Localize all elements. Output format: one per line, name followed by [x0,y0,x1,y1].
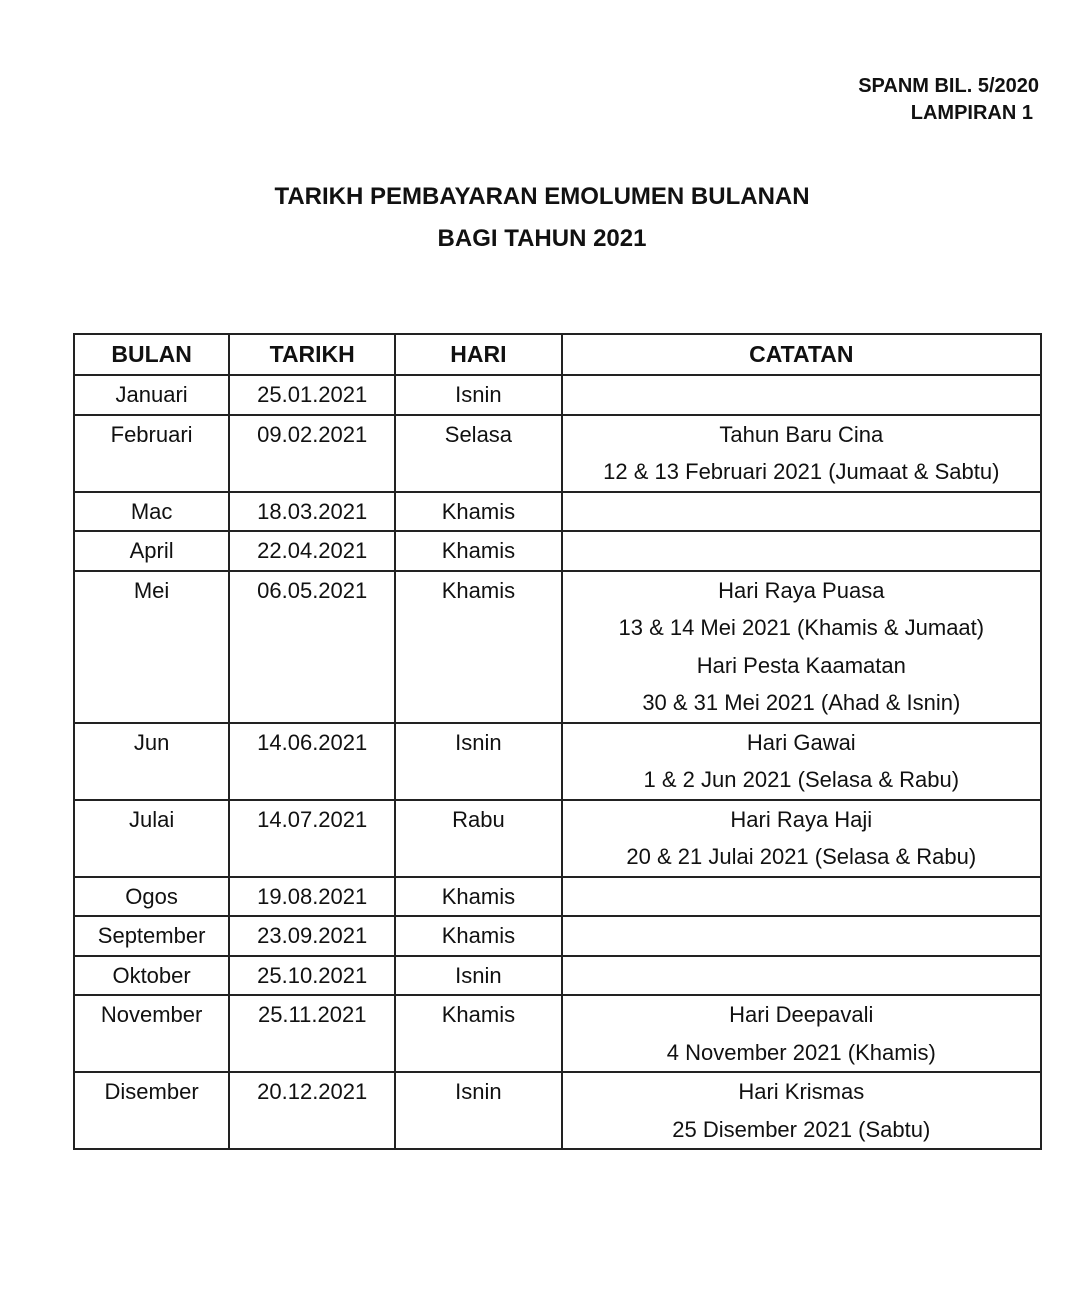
cell-catatan [562,877,1041,917]
cell-catatan [562,571,1041,723]
cell-hari: Selasa [395,415,561,492]
cell-bulan: November [74,995,229,1072]
cell-hari: Isnin [395,723,561,800]
header-tarikh: TARIKH [229,334,395,375]
catatan-line: 25 Disember 2021 (Sabtu) [672,1116,931,1142]
cell-tarikh: 25.01.2021 [229,375,395,415]
cell-bulan: April [74,531,229,571]
cell-tarikh: 20.12.2021 [229,1072,395,1149]
cell-catatan [562,375,1041,415]
catatan-line: Hari Raya Puasa [718,577,885,603]
cell-catatan [562,723,1041,800]
header-hari: HARI [395,334,561,375]
document-title [0,176,1079,260]
cell-hari: Rabu [395,800,561,877]
table-row [74,877,1041,917]
table-row [74,571,1041,723]
cell-catatan [562,531,1041,571]
catatan-line: 30 & 31 Mei 2021 (Ahad & Isnin) [642,690,961,715]
catatan-line: Hari Deepavali [729,1002,874,1027]
cell-hari: Khamis [395,492,561,532]
cell-hari: Khamis [395,571,561,723]
table-row [74,723,1041,800]
cell-catatan [562,492,1041,532]
cell-tarikh: 19.08.2021 [229,877,395,917]
cell-tarikh: 22.04.2021 [229,531,395,571]
catatan-line: Hari Raya Haji [730,806,873,832]
header-catatan: CATATAN [562,334,1041,375]
catatan-line: Hari Pesta Kaamatan [696,652,906,678]
cell-tarikh: 18.03.2021 [229,492,395,532]
cell-catatan [562,415,1041,492]
cell-tarikh: 06.05.2021 [229,571,395,723]
catatan-line: 13 & 14 Mei 2021 (Khamis & Jumaat) [618,615,985,640]
cell-hari: Khamis [395,995,561,1072]
catatan-line: 4 November 2021 (Khamis) [666,1039,936,1065]
cell-bulan: Julai [74,800,229,877]
title-line-1: TARIKH PEMBAYARAN EMOLUMEN BULANAN [274,183,810,210]
catatan-line: Hari Gawai [746,729,856,755]
table-row [74,415,1041,492]
cell-bulan: Mei [74,571,229,723]
cell-bulan: Januari [74,375,229,415]
cell-bulan: Februari [74,415,229,492]
header-bulan: BULAN [74,334,229,375]
catatan-line: 12 & 13 Februari 2021 (Jumaat & Sabtu) [603,459,1000,484]
cell-tarikh: 23.09.2021 [229,916,395,956]
cell-bulan: Ogos [74,877,229,917]
table-row [74,1072,1041,1149]
cell-hari: Khamis [395,916,561,956]
catatan-line: 20 & 21 Julai 2021 (Selasa & Rabu) [626,844,977,869]
table-row [74,375,1041,415]
catatan-line: Tahun Baru Cina [719,421,884,447]
payment-schedule-table [73,333,1042,1150]
document-reference [858,73,1039,127]
cell-hari: Isnin [395,956,561,996]
cell-bulan: Disember [74,1072,229,1149]
cell-tarikh: 14.06.2021 [229,723,395,800]
attachment-label: LAMPIRAN 1 [910,102,1033,124]
cell-hari: Khamis [395,531,561,571]
table-row [74,995,1041,1072]
cell-tarikh: 25.11.2021 [229,995,395,1072]
cell-catatan [562,800,1041,877]
cell-bulan: Mac [74,492,229,532]
table-row [74,492,1041,532]
cell-hari: Isnin [395,1072,561,1149]
reference-number: SPANM BIL. 5/2020 [858,75,1039,97]
cell-catatan [562,956,1041,996]
table-row [74,956,1041,996]
cell-bulan: Oktober [74,956,229,996]
table-row [74,800,1041,877]
catatan-line: Hari Krismas [738,1079,865,1104]
catatan-line: 1 & 2 Jun 2021 (Selasa & Rabu) [643,767,960,792]
title-line-2: BAGI TAHUN 2021 [437,225,647,252]
cell-tarikh: 25.10.2021 [229,956,395,996]
cell-hari: Khamis [395,877,561,917]
table-row [74,531,1041,571]
cell-tarikh: 14.07.2021 [229,800,395,877]
table-row [74,916,1041,956]
cell-bulan: Jun [74,723,229,800]
table-header-row [74,334,1041,375]
cell-bulan: September [74,916,229,956]
cell-hari: Isnin [395,375,561,415]
cell-catatan [562,995,1041,1072]
cell-catatan [562,1072,1041,1149]
cell-catatan [562,916,1041,956]
cell-tarikh: 09.02.2021 [229,415,395,492]
